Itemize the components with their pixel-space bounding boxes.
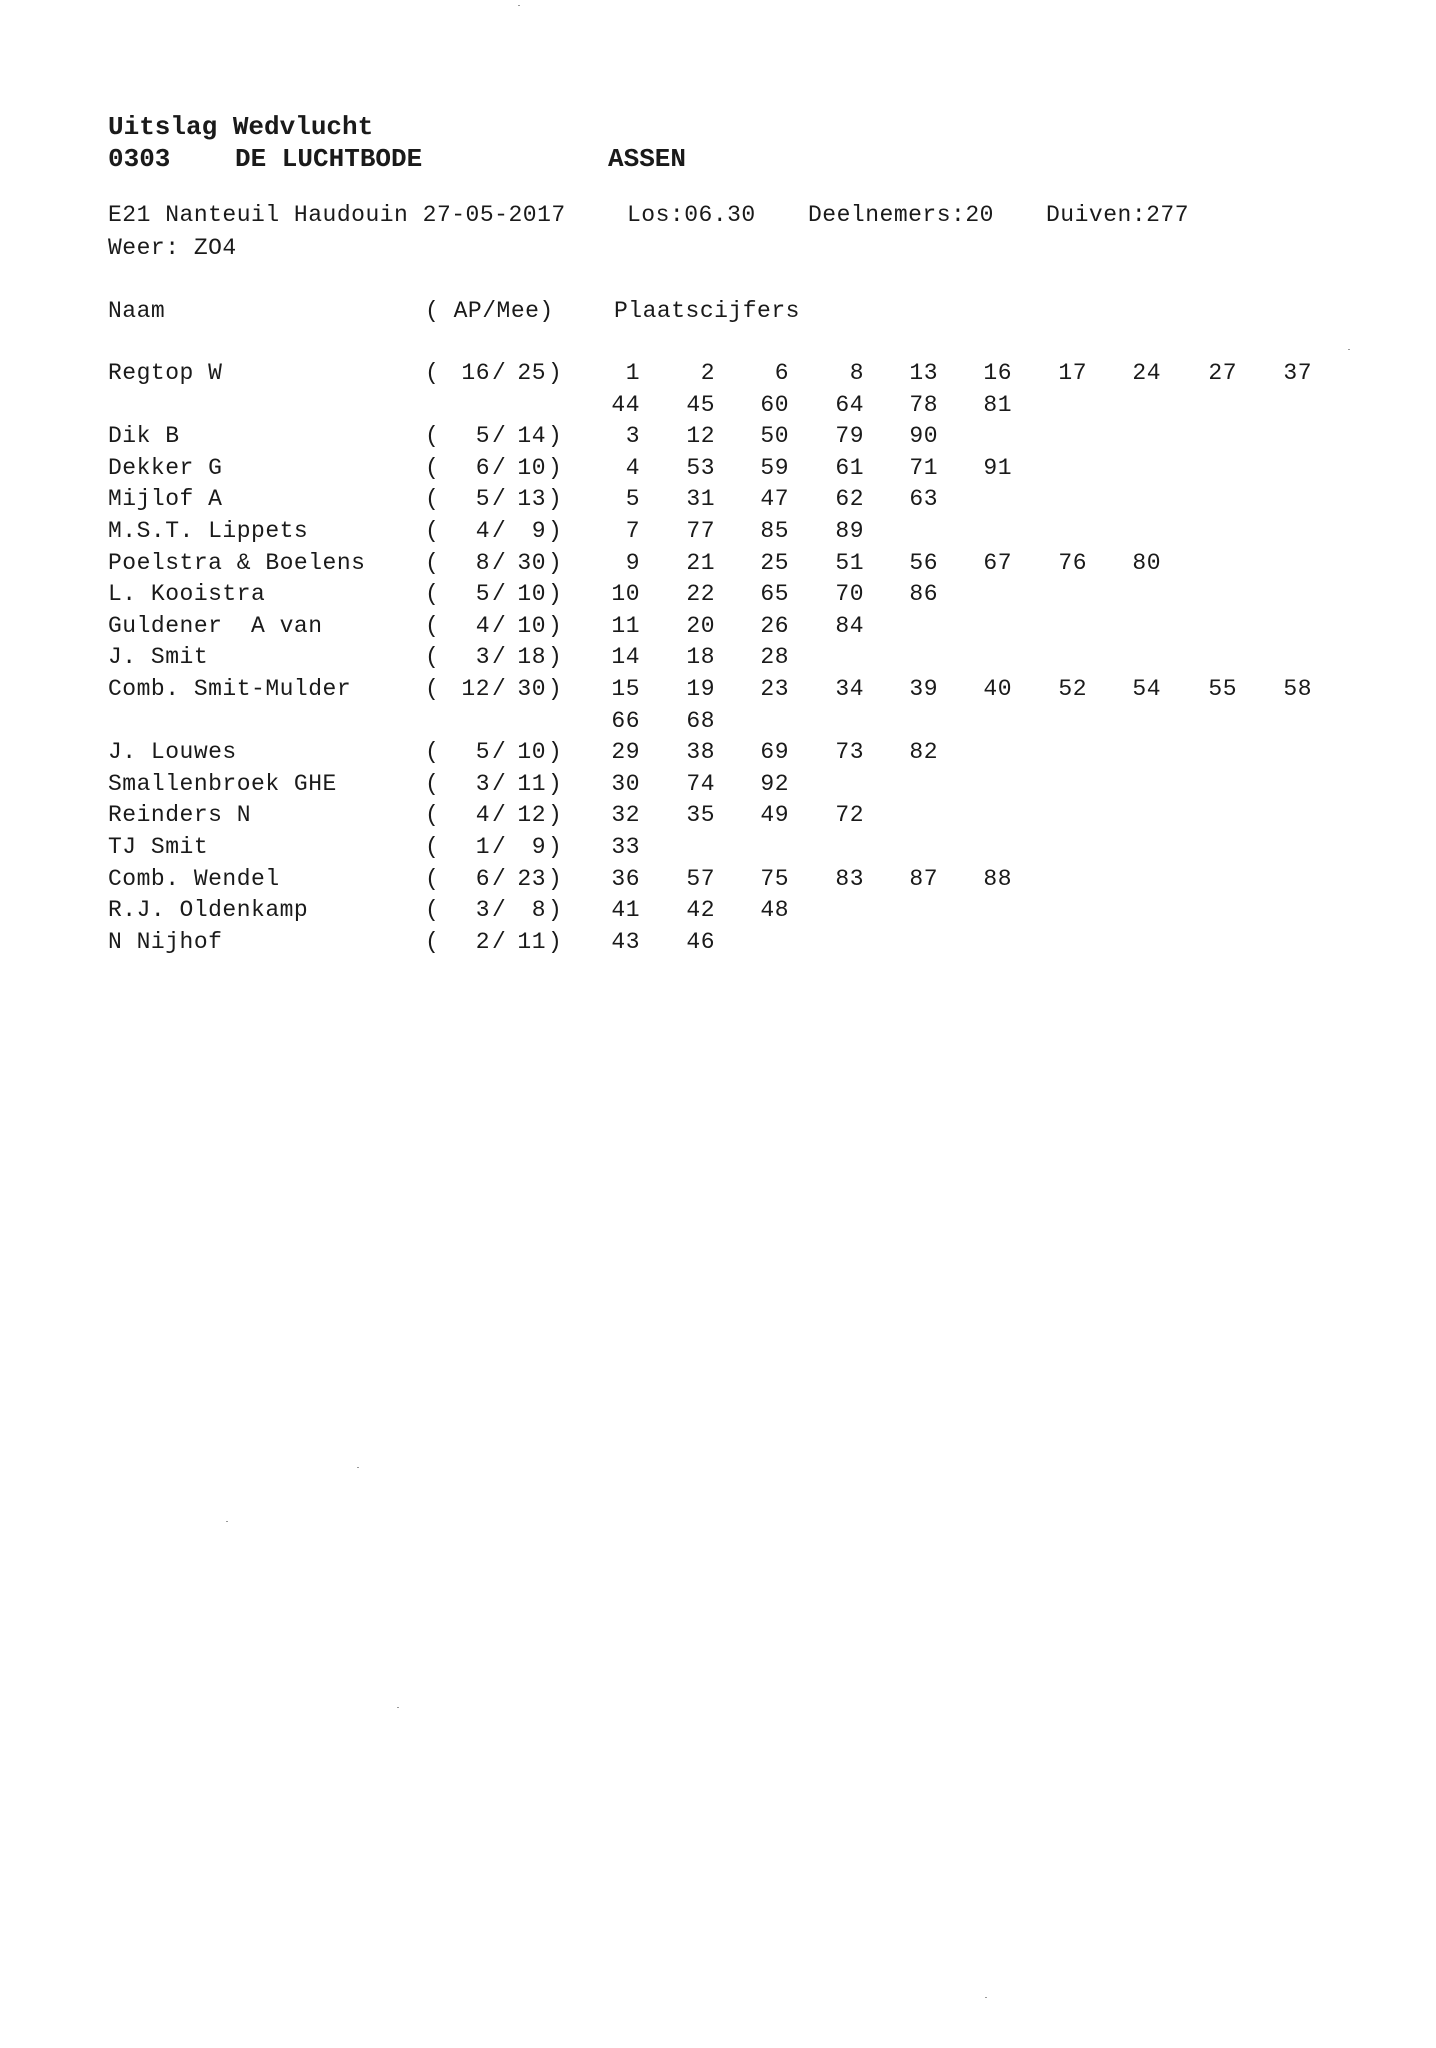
mee-count: 10 (517, 612, 546, 639)
place-number: 8 (849, 360, 864, 386)
place-number: 92 (760, 770, 789, 797)
mee-count: 9 (531, 518, 546, 544)
place-number: 2 (700, 360, 715, 386)
place-number: 54 (1132, 676, 1161, 702)
slash: / (492, 897, 507, 924)
paren-close: ) (548, 454, 563, 481)
ap-count: 8 (475, 549, 490, 576)
club-number: 0303 (108, 144, 171, 174)
place-number: 38 (686, 739, 715, 766)
ap-count: 4 (475, 518, 490, 544)
place-number: 9 (625, 549, 640, 576)
slash: / (492, 486, 507, 513)
place-number: 41 (611, 897, 640, 924)
paren-open: ( (425, 486, 440, 513)
slash: / (492, 454, 507, 481)
place-number: 35 (686, 802, 715, 829)
paren-open: ( (425, 834, 440, 860)
place-number: 6 (774, 360, 789, 386)
place-number: 61 (835, 454, 864, 481)
place-number: 17 (1058, 360, 1087, 386)
result-row (0, 549, 1436, 584)
paren-open: ( (425, 802, 440, 829)
place-number: 76 (1058, 549, 1087, 576)
slash: / (492, 549, 507, 576)
paren-open: ( (425, 865, 440, 892)
ap-count: 2 (475, 928, 490, 955)
ap-count: 4 (475, 612, 490, 639)
fancier-name: J. Louwes (108, 739, 237, 766)
result-row (0, 770, 1436, 805)
ap-count: 3 (475, 770, 490, 797)
place-number: 63 (909, 486, 938, 513)
scan-speck (985, 1997, 987, 1998)
place-number: 68 (686, 707, 715, 734)
paren-close: ) (548, 770, 563, 797)
ap-count: 6 (475, 865, 490, 892)
scan-speck (357, 1467, 359, 1468)
paren-close: ) (548, 676, 563, 702)
place-number: 36 (611, 865, 640, 892)
paren-close: ) (548, 644, 563, 671)
fancier-name: Guldener A van (108, 612, 323, 639)
slash: / (492, 360, 507, 386)
place-number: 90 (909, 423, 938, 450)
place-number: 60 (760, 391, 789, 418)
place-number: 77 (686, 518, 715, 544)
ap-count: 6 (475, 454, 490, 481)
place-number: 45 (686, 391, 715, 418)
result-row (0, 520, 1436, 552)
paren-close: ) (548, 928, 563, 955)
mee-count: 10 (517, 581, 546, 608)
place-number: 43 (611, 928, 640, 955)
place-number: 80 (1132, 549, 1161, 576)
place-number: 75 (760, 865, 789, 892)
fancier-name: L. Kooistra (108, 581, 266, 608)
mee-count: 12 (517, 802, 546, 829)
place-number: 7 (625, 518, 640, 544)
mee-count: 30 (517, 676, 546, 702)
paren-close: ) (548, 423, 563, 450)
place-number: 69 (760, 739, 789, 766)
place-number: 51 (835, 549, 864, 576)
place-number: 53 (686, 454, 715, 481)
place-number: 89 (835, 518, 864, 544)
paren-close: ) (548, 486, 563, 513)
place-number: 11 (611, 612, 640, 639)
paren-open: ( (425, 897, 440, 924)
place-number: 88 (983, 865, 1012, 892)
place-number: 3 (625, 423, 640, 450)
fancier-name: N Nijhof (108, 928, 223, 955)
paren-open: ( (425, 423, 440, 450)
club-city: ASSEN (608, 144, 687, 174)
slash: / (492, 612, 507, 639)
ap-count: 12 (461, 676, 490, 702)
scan-speck (397, 1707, 399, 1708)
place-number: 82 (909, 739, 938, 766)
flight-info: E21 Nanteuil Haudouin 27-05-2017 (108, 202, 566, 228)
place-number: 34 (835, 676, 864, 702)
paren-close: ) (548, 834, 563, 860)
paren-close: ) (548, 549, 563, 576)
fancier-name: R.J. Oldenkamp (108, 897, 309, 924)
place-number: 55 (1208, 676, 1237, 702)
fancier-name: M.S.T. Lippets (108, 518, 309, 544)
place-number: 73 (835, 739, 864, 766)
place-number: 20 (686, 612, 715, 639)
fancier-name: Poelstra & Boelens (108, 549, 366, 576)
mee-count: 10 (517, 739, 546, 766)
ap-count: 5 (475, 739, 490, 766)
place-number: 39 (909, 676, 938, 702)
mee-count: 11 (517, 770, 546, 797)
paren-close: ) (548, 581, 563, 608)
result-row (0, 836, 1436, 868)
place-number: 65 (760, 581, 789, 608)
mee-count: 14 (517, 423, 546, 450)
weather-info: Weer: ZO4 (108, 235, 237, 261)
place-number: 85 (760, 518, 789, 544)
place-number: 64 (835, 391, 864, 418)
fancier-name: Mijlof A (108, 486, 223, 513)
place-number: 27 (1208, 360, 1237, 386)
place-number: 12 (686, 423, 715, 450)
document-title: Uitslag Wedvlucht (108, 112, 374, 142)
place-number: 86 (909, 581, 938, 608)
place-number: 78 (909, 391, 938, 418)
mee-count: 10 (517, 454, 546, 481)
place-number: 87 (909, 865, 938, 892)
place-number: 26 (760, 612, 789, 639)
place-number: 72 (835, 802, 864, 829)
fancier-name: TJ Smit (108, 834, 209, 860)
place-number: 10 (611, 581, 640, 608)
place-number: 21 (686, 549, 715, 576)
place-number: 62 (835, 486, 864, 513)
result-row (0, 678, 1436, 741)
place-number: 58 (1283, 676, 1312, 702)
ap-count: 5 (475, 423, 490, 450)
mee-count: 25 (517, 360, 546, 386)
ap-count: 4 (475, 802, 490, 829)
place-number: 91 (983, 454, 1012, 481)
place-number: 56 (909, 549, 938, 576)
place-number: 33 (611, 834, 640, 860)
ap-count: 5 (475, 581, 490, 608)
paren-close: ) (548, 360, 563, 386)
ap-count: 1 (475, 834, 490, 860)
slash: / (492, 834, 507, 860)
paren-open: ( (425, 676, 440, 702)
place-number: 42 (686, 897, 715, 924)
place-number: 59 (760, 454, 789, 481)
slash: / (492, 676, 507, 702)
mee-count: 18 (517, 644, 546, 671)
place-number: 79 (835, 423, 864, 450)
slash: / (492, 644, 507, 671)
mee-count: 9 (531, 834, 546, 860)
fancier-name: Reinders N (108, 802, 252, 829)
paren-open: ( (425, 549, 440, 576)
result-row (0, 583, 1436, 615)
paren-open: ( (425, 360, 440, 386)
paren-close: ) (548, 802, 563, 829)
result-row (0, 865, 1436, 900)
fancier-name: Comb. Smit-Mulder (108, 676, 352, 702)
fancier-name: Dekker G (108, 454, 223, 481)
paren-open: ( (425, 644, 440, 671)
ap-count: 3 (475, 897, 490, 924)
participants-count: Deelnemers:20 (808, 202, 994, 228)
place-number: 49 (760, 802, 789, 829)
club-name: DE LUCHTBODE (235, 144, 423, 174)
result-row (0, 646, 1436, 678)
slash: / (492, 739, 507, 766)
result-row (0, 488, 1436, 520)
paren-close: ) (548, 897, 563, 924)
place-number: 83 (835, 865, 864, 892)
slash: / (492, 423, 507, 450)
place-number: 74 (686, 770, 715, 797)
place-number: 14 (611, 644, 640, 671)
result-row (0, 928, 1436, 963)
place-number: 18 (686, 644, 715, 671)
fancier-name: J. Smit (108, 644, 209, 671)
paren-close: ) (548, 865, 563, 892)
place-number: 15 (611, 676, 640, 702)
place-number: 67 (983, 549, 1012, 576)
mee-count: 23 (517, 865, 546, 892)
scan-speck (1348, 349, 1350, 350)
result-row (0, 362, 1436, 425)
pigeons-count: Duiven:277 (1046, 202, 1190, 228)
result-row (0, 899, 1436, 931)
paren-open: ( (425, 581, 440, 608)
place-number: 48 (760, 897, 789, 924)
result-row (0, 425, 1436, 457)
column-header-name: Naam (108, 298, 166, 324)
place-number: 31 (686, 486, 715, 513)
column-header-places: Plaatscijfers (614, 298, 800, 324)
paren-close: ) (548, 518, 563, 544)
place-number: 57 (686, 865, 715, 892)
slash: / (492, 865, 507, 892)
mee-count: 30 (517, 549, 546, 576)
place-number: 40 (983, 676, 1012, 702)
mee-count: 13 (517, 486, 546, 513)
paren-open: ( (425, 454, 440, 481)
scan-speck (518, 5, 520, 6)
paren-close: ) (548, 739, 563, 766)
place-number: 71 (909, 454, 938, 481)
paren-close: ) (548, 612, 563, 639)
place-number: 13 (909, 360, 938, 386)
mee-count: 11 (517, 928, 546, 955)
place-number: 44 (611, 391, 640, 418)
release-time: Los:06.30 (627, 202, 756, 228)
ap-count: 16 (461, 360, 490, 386)
slash: / (492, 770, 507, 797)
place-number: 32 (611, 802, 640, 829)
ap-count: 3 (475, 644, 490, 671)
result-row (0, 804, 1436, 836)
place-number: 37 (1283, 360, 1312, 386)
place-number: 25 (760, 549, 789, 576)
mee-count: 8 (531, 897, 546, 924)
fancier-name: Regtop W (108, 360, 223, 386)
place-number: 22 (686, 581, 715, 608)
place-number: 50 (760, 423, 789, 450)
place-number: 66 (611, 707, 640, 734)
place-number: 19 (686, 676, 715, 702)
result-row (0, 741, 1436, 773)
slash: / (492, 581, 507, 608)
place-number: 81 (983, 391, 1012, 418)
paren-open: ( (425, 739, 440, 766)
ap-count: 5 (475, 486, 490, 513)
place-number: 1 (625, 360, 640, 386)
paren-open: ( (425, 770, 440, 797)
place-number: 28 (760, 644, 789, 671)
result-row (0, 612, 1436, 647)
place-number: 70 (835, 581, 864, 608)
place-number: 4 (625, 454, 640, 481)
place-number: 52 (1058, 676, 1087, 702)
slash: / (492, 518, 507, 544)
place-number: 5 (625, 486, 640, 513)
place-number: 23 (760, 676, 789, 702)
paren-open: ( (425, 612, 440, 639)
scan-speck (226, 1521, 228, 1522)
slash: / (492, 928, 507, 955)
place-number: 16 (983, 360, 1012, 386)
column-header-ap-mee: ( AP/Mee) (425, 298, 554, 324)
fancier-name: Smallenbroek GHE (108, 770, 337, 797)
paren-open: ( (425, 518, 440, 544)
result-row (0, 454, 1436, 489)
fancier-name: Dik B (108, 423, 180, 450)
place-number: 30 (611, 770, 640, 797)
place-number: 46 (686, 928, 715, 955)
slash: / (492, 802, 507, 829)
place-number: 29 (611, 739, 640, 766)
place-number: 84 (835, 612, 864, 639)
place-number: 24 (1132, 360, 1161, 386)
fancier-name: Comb. Wendel (108, 865, 280, 892)
paren-open: ( (425, 928, 440, 955)
place-number: 47 (760, 486, 789, 513)
